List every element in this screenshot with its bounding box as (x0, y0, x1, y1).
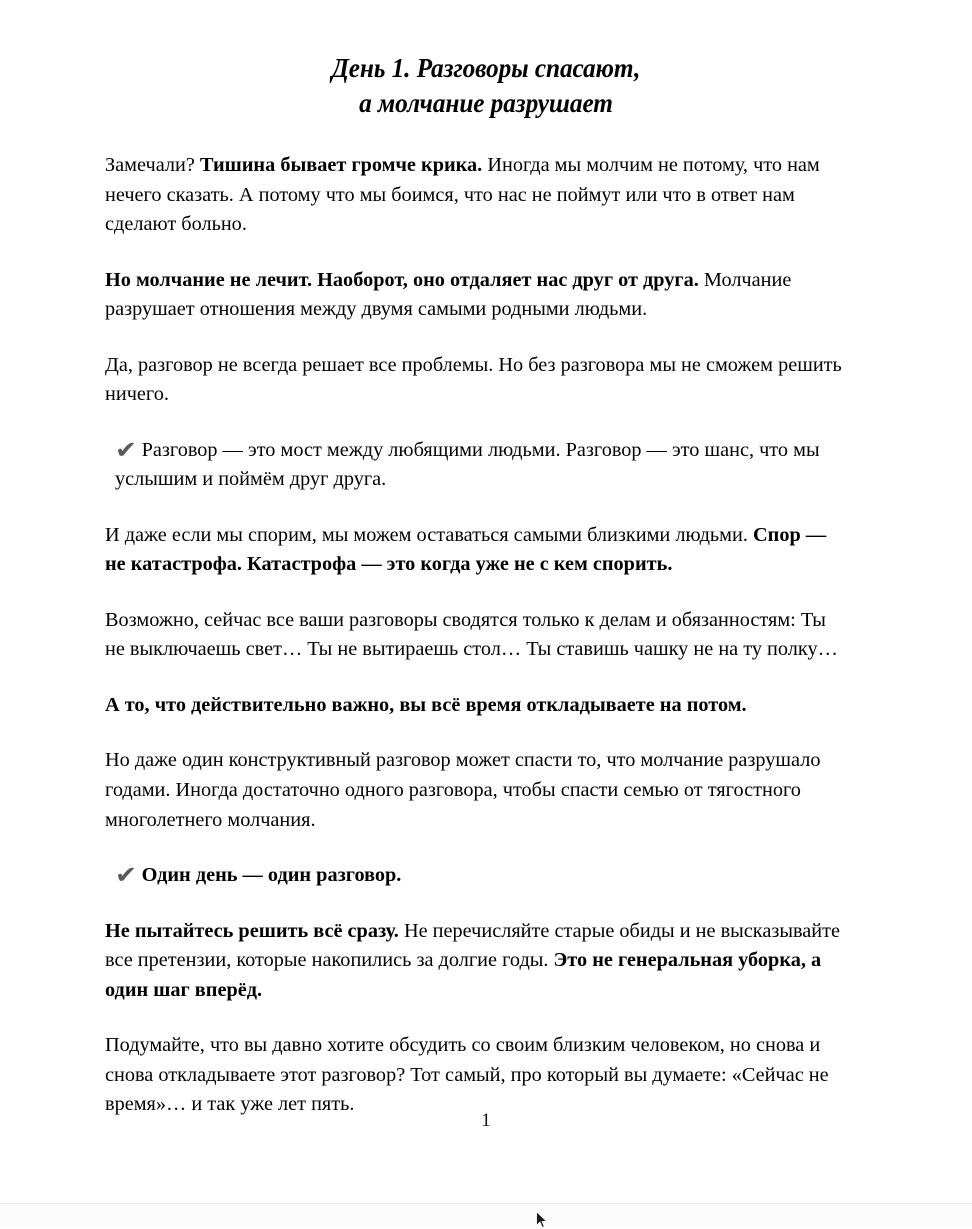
paragraph-9-text: Один день — один разговор. (141, 864, 402, 887)
page-title-line-2: а молчание разрушает (359, 87, 613, 119)
check-mark-icon: ✔ (115, 861, 138, 889)
document-body (105, 151, 845, 1146)
paragraph-11-text: Подумайте, что вы давно хотите обсудить со своим близким человеком, но снова и снова откладываете этот разговор? Тот самый, про который вы думаете: «Сейчас не время»… и так уже лет пять. (105, 1034, 829, 1116)
page-title (39, 0, 933, 120)
paragraph-1 (105, 151, 845, 240)
paragraph-10-bold-2: Это не генеральная уборка, а один шаг вперёд. (105, 949, 822, 1001)
page-title-line-1: День 1. Разговоры спасают, (331, 52, 641, 83)
page-number: 1 (481, 1110, 491, 1131)
paragraph-6-text: Возможно, сейчас все ваши разговоры сводятся только к делам и обязанностям: Ты не выключаешь свет… Ты не вытираешь стол… Ты ставишь чашку не на ту полку… (105, 608, 838, 661)
paragraph-5 (105, 521, 845, 580)
paragraph-1-lead: Замечали? (105, 154, 200, 176)
paragraph-5-lead: И даже если мы спорим, мы можем оставаться самыми близкими людьми. (105, 523, 753, 546)
paragraph-2-tail: Молчание разрушает отношения между двумя самыми родными людьми. (105, 268, 792, 321)
paragraph-7-text: А то, что действительно важно, вы всё время откладываете на потом. (105, 693, 747, 716)
paragraph-7 (105, 691, 845, 721)
paragraph-5-bold: Спор — не катастрофа. Катастрофа — это когда уже не с кем спорить. (105, 523, 827, 576)
paragraph-6 (105, 606, 845, 665)
paragraph-9 (105, 861, 845, 891)
check-mark-icon: ✔ (115, 435, 138, 464)
paragraph-10-mid: Не перечисляйте старые обиды и не высказывайте все претензии, которые накопились за долгие годы. (105, 919, 841, 972)
paragraph-10-bold: Не пытайтесь решить всё сразу. (105, 919, 399, 942)
paragraph-8-text: Но даже один конструктивный разговор может спасти то, что молчание разрушало годами. Иногда достаточно одного разговора, чтобы спасти семью от тягостного многолетнего молчания. (105, 749, 821, 831)
paragraph-4 (105, 436, 845, 495)
paragraph-3 (105, 351, 845, 410)
paragraph-1-tail: Иногда мы молчим не потому, что нам нечего сказать. А потому что мы боимся, что нас не поймут или что в ответ нам сделают больно. (105, 154, 820, 236)
paragraph-8 (105, 746, 845, 835)
paragraph-3-text: Да, разговор не всегда решает все проблемы. Но без разговора мы не сможем решить ничего. (105, 353, 842, 406)
paragraph-1-bold: Тишина бывает громче крика. (199, 154, 483, 176)
paragraph-2-bold: Но молчание не лечит. Наоборот, оно отдаляет нас друг от друга. (105, 268, 699, 291)
paragraph-10 (105, 917, 845, 1006)
paragraph-11 (105, 1031, 845, 1120)
paragraph-2 (105, 266, 845, 325)
paragraph-4-text: Разговор — это мост между любящими людьми. Разговор — это шанс, что мы услышим и поймём друг друга. (115, 438, 820, 491)
viewer-bottom-strip (0, 1203, 972, 1226)
